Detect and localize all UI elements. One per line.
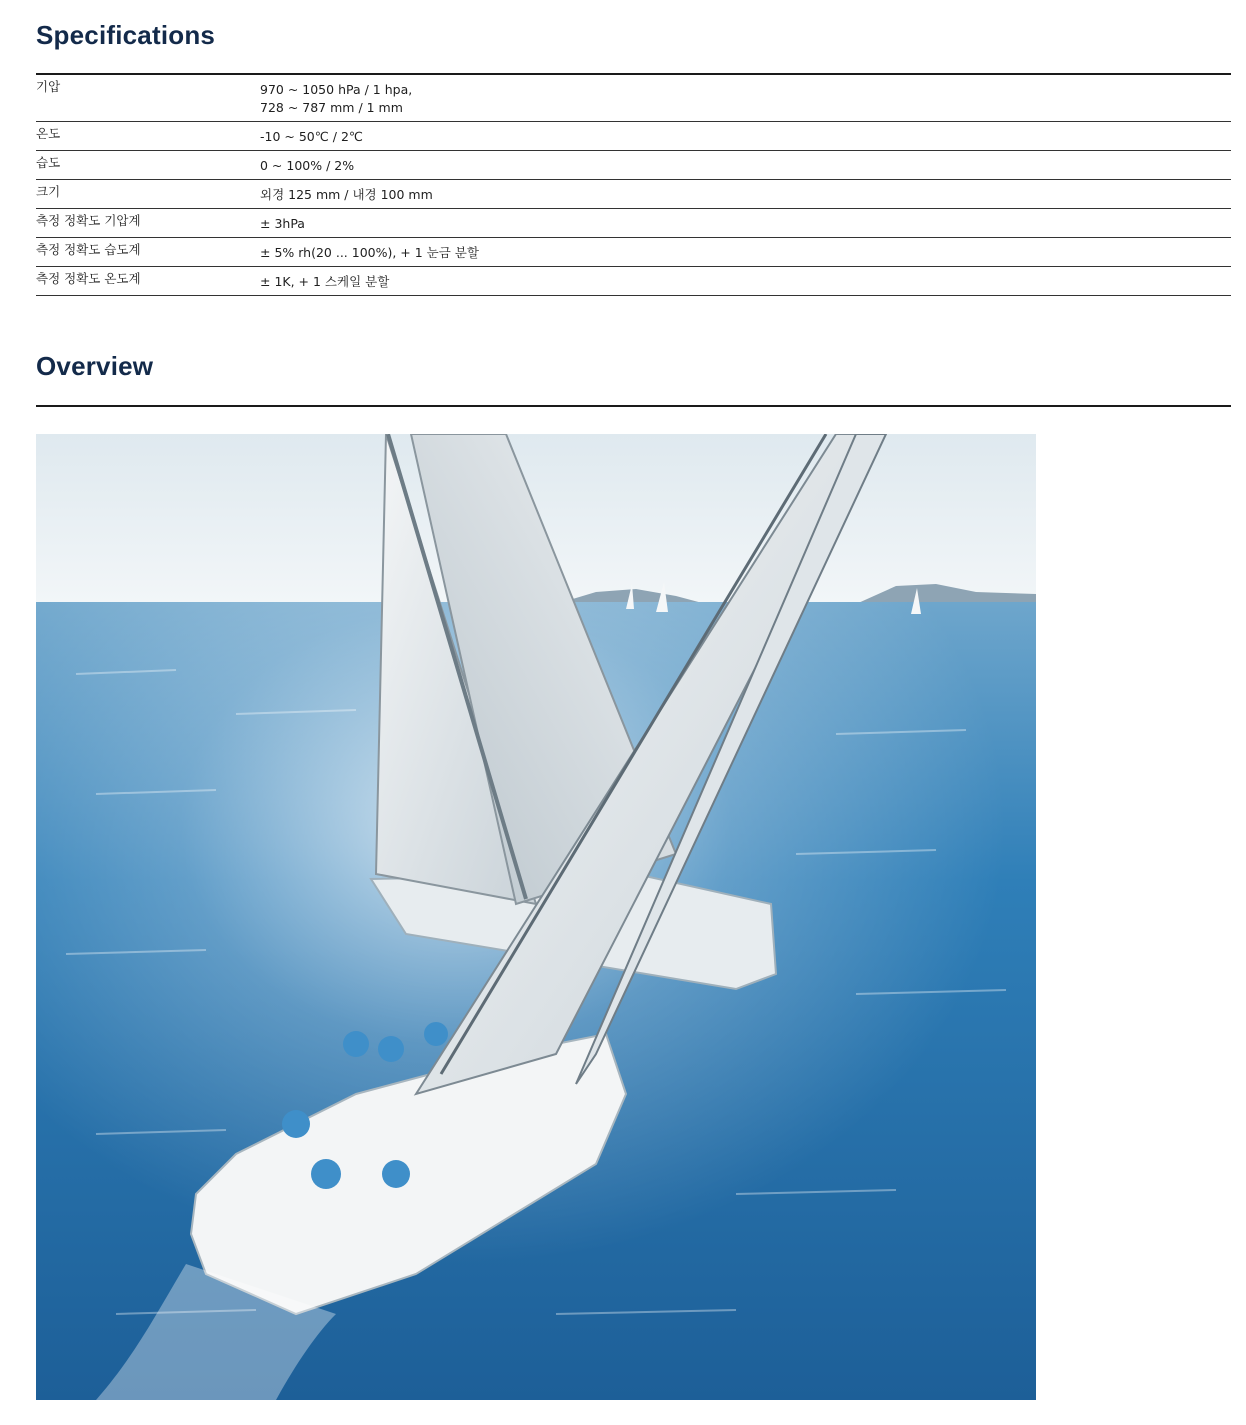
spec-value — [260, 209, 1231, 238]
spec-label: 측정 정확도 기압계 — [36, 209, 260, 238]
spec-value-line: 970 ~ 1050 hPa / 1 hpa, — [260, 82, 413, 97]
spec-value — [260, 151, 1231, 180]
spec-label: 습도 — [36, 151, 260, 180]
spec-value-line: 외경 125 mm / 내경 100 mm — [260, 187, 433, 202]
specifications-table — [36, 73, 1231, 296]
spec-value-line: 0 ~ 100% / 2% — [260, 158, 355, 173]
spec-value — [260, 122, 1231, 151]
spec-label: 측정 정확도 온도계 — [36, 267, 260, 296]
sailboats-photo — [36, 434, 1036, 1400]
table-row — [36, 267, 1231, 296]
spec-label: 크기 — [36, 180, 260, 209]
spec-value-line: 728 ~ 787 mm / 1 mm — [260, 100, 403, 115]
spec-value-line: ± 1K, + 1 스케일 분할 — [260, 274, 390, 289]
specifications-heading: Specifications — [36, 20, 216, 50]
table-row — [36, 151, 1231, 180]
spec-value-line: ± 5% rh(20 ... 100%), + 1 눈금 분할 — [260, 245, 479, 260]
spec-value — [260, 74, 1231, 122]
spec-label: 온도 — [36, 122, 260, 151]
spec-value-line: -10 ~ 50℃ / 2℃ — [260, 129, 363, 144]
overview-divider — [36, 405, 1231, 407]
spec-value-line: ± 3hPa — [260, 216, 305, 231]
overview-heading: Overview — [36, 351, 154, 381]
table-row — [36, 74, 1231, 122]
table-row — [36, 180, 1231, 209]
spec-value — [260, 267, 1231, 296]
spec-label: 측정 정확도 습도계 — [36, 238, 260, 267]
spec-value — [260, 180, 1231, 209]
spec-label: 기압 — [36, 74, 260, 122]
table-row — [36, 122, 1231, 151]
table-row — [36, 209, 1231, 238]
spec-value — [260, 238, 1231, 267]
table-row — [36, 238, 1231, 267]
